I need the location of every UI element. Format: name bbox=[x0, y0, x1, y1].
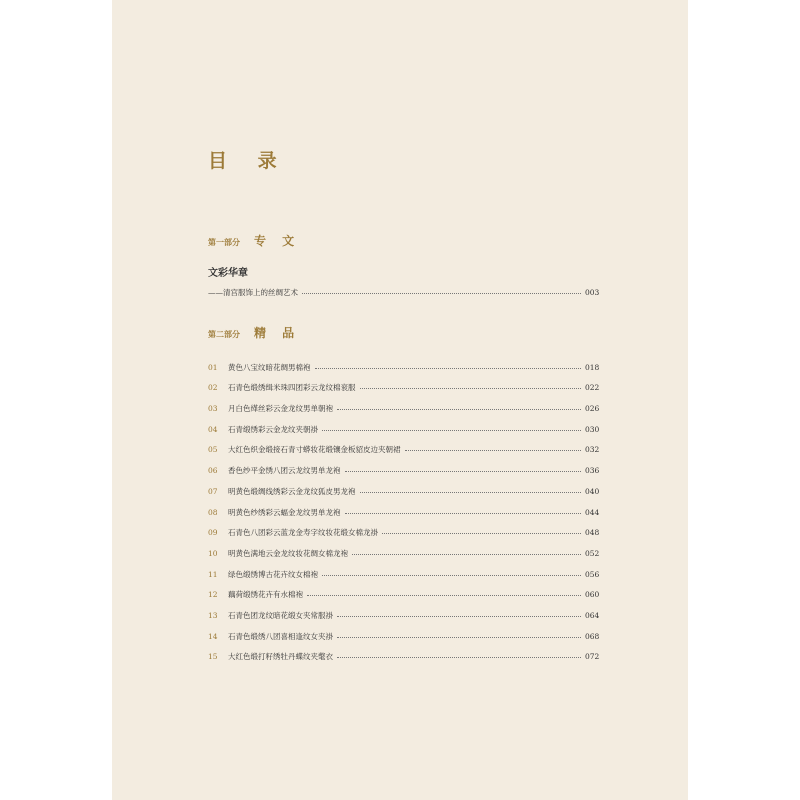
dot-leader bbox=[315, 367, 582, 369]
toc-entry-page: 026 bbox=[585, 403, 600, 413]
book-page bbox=[112, 0, 688, 800]
toc-entry-label: 石青色团龙纹暗花缎女夹常服褂 bbox=[228, 610, 333, 620]
toc-entry-essay[interactable] bbox=[208, 286, 599, 298]
toc-entry[interactable] bbox=[208, 650, 599, 662]
toc-entry-label: 明黄色纱绣彩云蝠金龙纹男单龙袍 bbox=[228, 507, 341, 517]
toc-entry-page: 048 bbox=[585, 527, 600, 537]
toc-entry-number: 08 bbox=[208, 507, 218, 517]
toc-entry-label: 香色纱平金绣八团云龙纹男单龙袍 bbox=[228, 465, 341, 475]
toc-entry-page: 030 bbox=[585, 424, 600, 434]
toc-entry-page: 072 bbox=[585, 651, 600, 661]
toc-entry-number: 05 bbox=[208, 444, 218, 454]
toc-entry-number: 09 bbox=[208, 527, 218, 537]
part-label: 第一部分 bbox=[208, 237, 240, 247]
toc-entry-number: 13 bbox=[208, 610, 218, 620]
toc-entry-page: 032 bbox=[585, 444, 600, 454]
toc-entry-page: 064 bbox=[585, 610, 600, 620]
toc-entry-label: 大红色织金缎接石青寸蟒妆花缎镶金板貂皮边夹朝裙 bbox=[228, 444, 401, 454]
toc-entry-page: 068 bbox=[585, 631, 600, 641]
toc-entry[interactable] bbox=[208, 381, 599, 393]
toc-entry-number: 12 bbox=[208, 589, 218, 599]
toc-entry-page: 056 bbox=[585, 569, 600, 579]
toc-entry-label: ——清宫服饰上的丝绸艺术 bbox=[208, 287, 298, 297]
dot-leader bbox=[337, 636, 581, 638]
toc-entry[interactable] bbox=[208, 423, 599, 435]
dot-leader bbox=[337, 408, 581, 410]
toc-entry-number: 14 bbox=[208, 631, 218, 641]
section-heading-part1 bbox=[208, 232, 300, 249]
toc-entry-page: 036 bbox=[585, 465, 600, 475]
dot-leader bbox=[322, 574, 581, 576]
toc-entry-page: 040 bbox=[585, 486, 600, 496]
toc-entry-page: 022 bbox=[585, 382, 600, 392]
toc-entry-number: 06 bbox=[208, 465, 218, 475]
dot-leader bbox=[322, 429, 581, 431]
section-heading-part2 bbox=[208, 324, 300, 341]
toc-entry-page: 060 bbox=[585, 589, 600, 599]
toc-entry-label: 藕荷缎绣花卉有水棉袍 bbox=[228, 589, 303, 599]
toc-entry-number: 07 bbox=[208, 486, 218, 496]
toc-entry-label: 月白色缂丝彩云金龙纹男单朝袍 bbox=[228, 403, 333, 413]
toc-entry-label: 黄色八宝纹暗花绸男棉袍 bbox=[228, 362, 311, 372]
toc-entry[interactable] bbox=[208, 588, 599, 600]
toc-entry[interactable] bbox=[208, 526, 599, 538]
toc-entry-label: 大红色缎打籽绣牡丹蝶纹夹氅衣 bbox=[228, 651, 333, 661]
toc-entry[interactable] bbox=[208, 443, 599, 455]
toc-entry-page: 003 bbox=[585, 287, 600, 297]
toc-entry[interactable] bbox=[208, 609, 599, 621]
toc-entry-number: 02 bbox=[208, 382, 218, 392]
toc-entry-page: 052 bbox=[585, 548, 600, 558]
toc-entry-number: 11 bbox=[208, 569, 218, 579]
toc-entry-number: 15 bbox=[208, 651, 218, 661]
toc-entry[interactable] bbox=[208, 547, 599, 559]
toc-entry-number: 04 bbox=[208, 424, 218, 434]
dot-leader bbox=[302, 292, 581, 294]
toc-entry[interactable] bbox=[208, 568, 599, 580]
part-label: 第二部分 bbox=[208, 329, 240, 339]
part-name: 专 文 bbox=[254, 234, 301, 248]
dot-leader bbox=[345, 470, 582, 472]
toc-entry-page: 044 bbox=[585, 507, 600, 517]
part-name: 精 品 bbox=[254, 326, 301, 340]
toc-entry-number: 03 bbox=[208, 403, 218, 413]
dot-leader bbox=[352, 553, 581, 555]
dot-leader bbox=[345, 512, 582, 514]
dot-leader bbox=[337, 656, 581, 658]
toc-entry-number: 01 bbox=[208, 362, 218, 372]
toc-entry-label: 明黄色缎绸线绣彩云金龙纹狐皮男龙袍 bbox=[228, 486, 356, 496]
toc-entry-label: 明黄色满地云金龙纹妆花绸女棉龙袍 bbox=[228, 548, 348, 558]
dot-leader bbox=[382, 532, 581, 534]
dot-leader bbox=[360, 387, 582, 389]
dot-leader bbox=[307, 594, 581, 596]
dot-leader bbox=[405, 449, 582, 451]
toc-entry-label: 石青色八团彩云蓝龙金寿字纹妆花缎女棉龙褂 bbox=[228, 527, 378, 537]
toc-entry-label: 石青缎绣彩云金龙纹夹朝褂 bbox=[228, 424, 318, 434]
toc-entry-label: 石青色缎绣八团喜相逢纹女夹褂 bbox=[228, 631, 333, 641]
toc-entry[interactable] bbox=[208, 485, 599, 497]
page-title: 目 录 bbox=[208, 150, 289, 172]
toc-entry[interactable] bbox=[208, 506, 599, 518]
toc-entry-number: 10 bbox=[208, 548, 218, 558]
essay-title: 文彩华章 bbox=[208, 268, 248, 279]
dot-leader bbox=[360, 491, 582, 493]
toc-entry[interactable] bbox=[208, 402, 599, 414]
toc-entry[interactable] bbox=[208, 630, 599, 642]
toc-entry-label: 石青色缎绣缉米珠四团彩云龙纹棉衮服 bbox=[228, 382, 356, 392]
toc-entry[interactable] bbox=[208, 361, 599, 373]
toc-entry-label: 绿色缎绣博古花卉纹女棉袍 bbox=[228, 569, 318, 579]
dot-leader bbox=[337, 615, 581, 617]
toc-entry[interactable] bbox=[208, 464, 599, 476]
toc-entry-page: 018 bbox=[585, 362, 600, 372]
